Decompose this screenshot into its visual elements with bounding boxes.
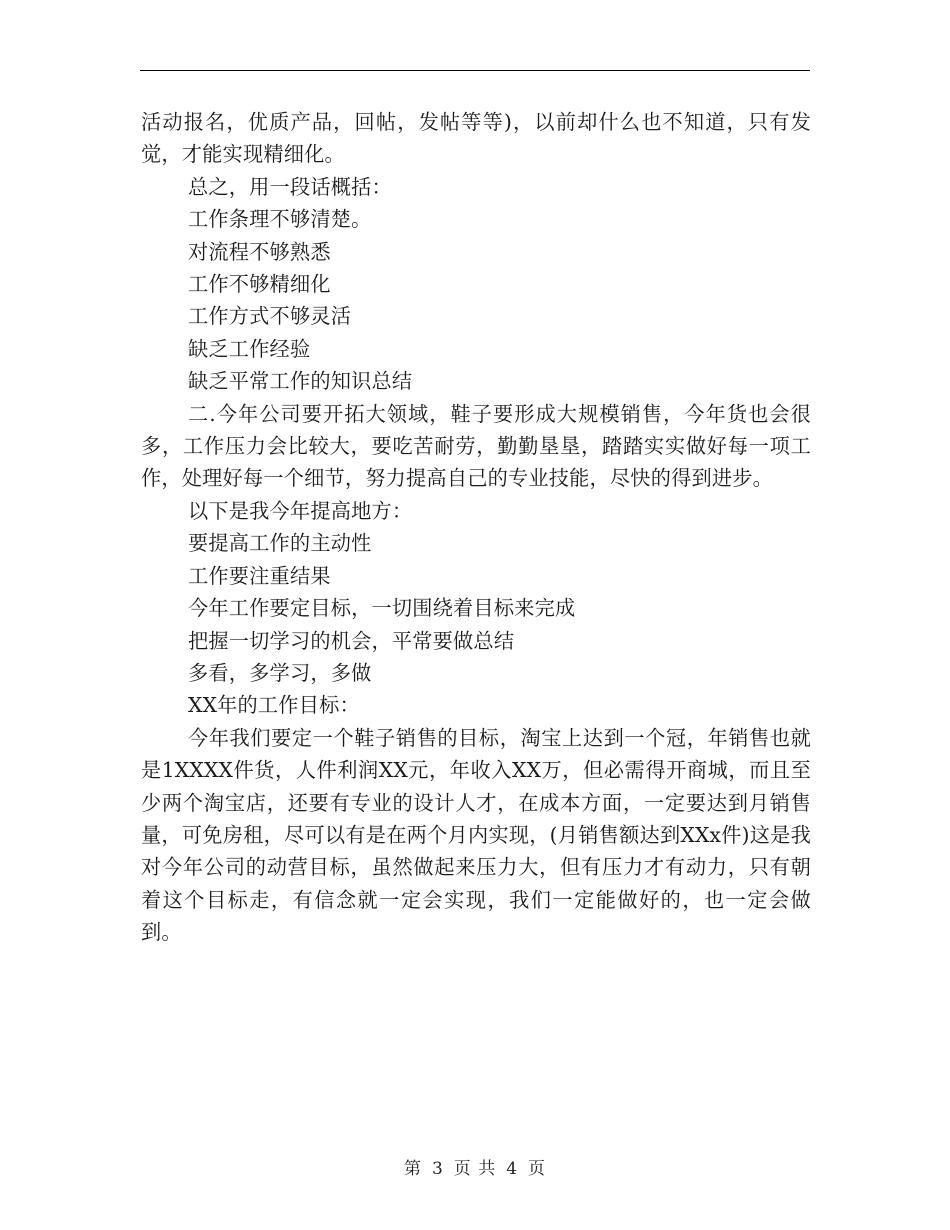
list-item: 工作要注重结果 (188, 563, 331, 588)
list-item: 缺乏平常工作的知识总结 (188, 369, 413, 394)
page-footer (0, 1154, 950, 1179)
document-body (141, 106, 811, 949)
footer-prefix: 第 (403, 1159, 422, 1179)
list-item: 把握一切学习的机会，平常要做总结 (188, 628, 515, 653)
paragraph-section-two: 二.今年公司要开拓大领域，鞋子要形成大规模销售，今年货也会很多，工作压力会比较大，要吃苦耐劳，勤勤垦垦，踏踏实实做好每一项工作，处理好每一个细节，努力提高自己的专业技能，尽快的得到进步。 (141, 401, 811, 491)
list-item: 多看，多学习，多做 (188, 660, 372, 685)
list-item: 对流程不够熟悉 (188, 239, 331, 264)
footer-middle: 页 共 (453, 1159, 497, 1179)
paragraph-improvements-heading: 以下是我今年提高地方： (188, 498, 413, 523)
paragraph-goals-body: 今年我们要定一个鞋子销售的目标，淘宝上达到一个冠，年销售也就是1XXXX件货，人件利润XX元，年收入XX万，但必需得开商城，而且至少两个淘宝店，还要有专业的设计人才，在成本方面，一定要达到月销售量，可免房租，尽可以有是在两个月内实现，(月销售额达到XXx件)这是我对今年公司的动营目标，虽然做起来压力大，但有压力才有动力，只有朝着这个目标走，有信念就一定会实现，我们一定能做好的，也一定会做到。 (141, 725, 811, 945)
list-item: 工作不够精细化 (188, 272, 331, 297)
footer-suffix: 页 (528, 1159, 547, 1179)
footer-total-pages: 4 (506, 1159, 519, 1179)
header-rule (140, 70, 810, 71)
paragraph-1: 活动报名，优质产品，回帖，发帖等等)，以前却什么也不知道，只有发觉，才能实现精细化。 (141, 110, 811, 167)
paragraph-2: 总之，用一段话概括： (188, 174, 392, 199)
list-item: 缺乏工作经验 (188, 336, 311, 361)
list-item: 要提高工作的主动性 (188, 531, 372, 556)
list-item: 工作条理不够清楚。 (188, 207, 372, 232)
list-item: 今年工作要定目标，一切围绕着目标来完成 (188, 596, 576, 621)
footer-current-page: 3 (431, 1159, 444, 1179)
paragraph-goals-heading: XX年的工作目标： (188, 693, 360, 718)
list-item: 工作方式不够灵活 (188, 304, 352, 329)
